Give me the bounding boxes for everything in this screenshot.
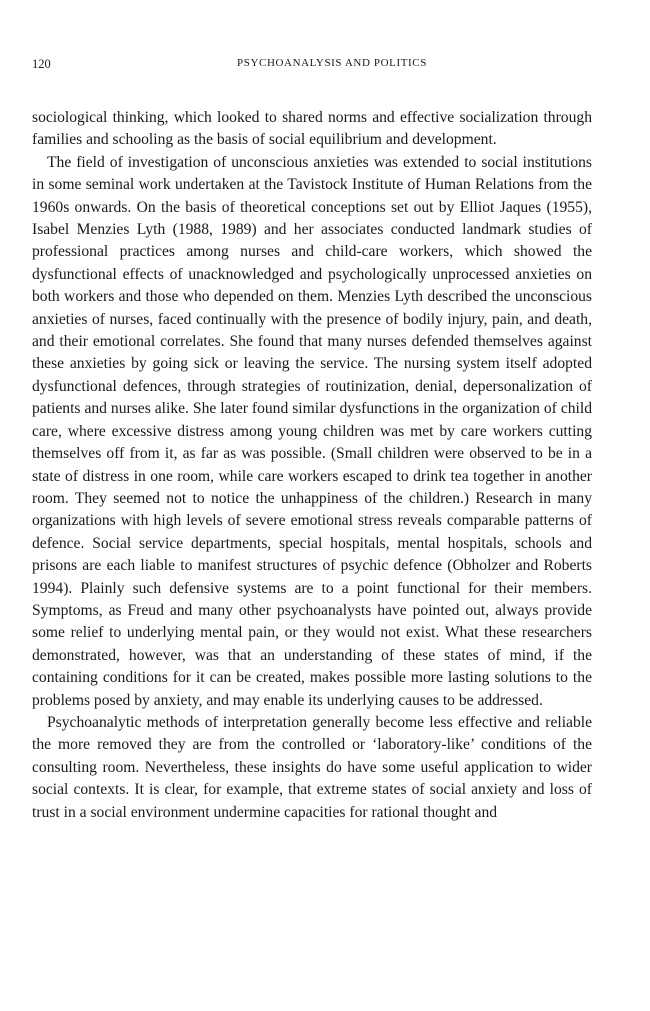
- paragraph-interpretation: Psychoanalytic methods of interpretation generally become less effective and reliable the more removed they are from the controlled or ‘laboratory-like’ conditions of the consulting room. Nevertheless, these insights do have some useful application to wider social contexts. It is clear, for example, that extreme states of social anxiety and loss of trust in a social environment undermine capacities for rational thought and: [32, 713, 592, 821]
- running-title: PSYCHOANALYSIS AND POLITICS: [237, 57, 427, 69]
- body-text: [32, 107, 592, 824]
- book-page: [32, 57, 592, 824]
- paragraph-tavistock: The field of investigation of unconscious anxieties was extended to social institutions in some seminal work undertaken at the Tavistock Institute of Human Relations from the 1960s onwards. On the basis of theoretical conceptions set out by Elliot Jaques (1955), Isabel Menzies Lyth (1988, 1989) and her associates conducted landmark studies of professional practices among nurses and child-care workers, which showed the dysfunctional effects of unacknowledged and psychologically unprocessed anxieties on both workers and those who depended on them. Menzies Lyth described the unconscious anxieties of nurses, faced continually with the presence of bodily injury, pain, and death, and their emotional correlates. She found that many nurses defended themselves against these anxieties by going sick or leaving the service. The nursing system itself adopted dysfunctional defences, through strategies of routinization, denial, depersonalization of patients and nurses alike. She later found similar dysfunctions in the organization of child care, where excessive distress among young children was met by care workers cutting themselves off from it, as far as was possible. (Small children were observed to be in a state of distress in one room, while care workers escaped to drink tea together in another room. They seemed not to notice the unhappiness of the children.) Research in many organizations with high levels of severe emotional stress reveals comparable patterns of defence. Social service departments, special hospitals, mental hospitals, schools and prisons are each liable to manifest structures of psychic defence (Obholzer and Roberts 1994). Plainly such defensive systems are to a point functional for their members. Symptoms, as Freud and many other psychoanalysts have pointed out, always provide some relief to underlying mental pain, or they would not exist. What these researchers demonstrated, however, was that an understanding of these states of mind, if the containing conditions for it can be created, makes possible more lasting solutions to the problems posed by anxiety, and may enable its underlying causes to be addressed.: [32, 153, 592, 709]
- running-head: [32, 57, 592, 75]
- page-number: 120: [32, 57, 51, 71]
- paragraph-continuation: sociological thinking, which looked to shared norms and effective socialization through families and schooling as the basis of social equilibrium and development.: [32, 109, 592, 149]
